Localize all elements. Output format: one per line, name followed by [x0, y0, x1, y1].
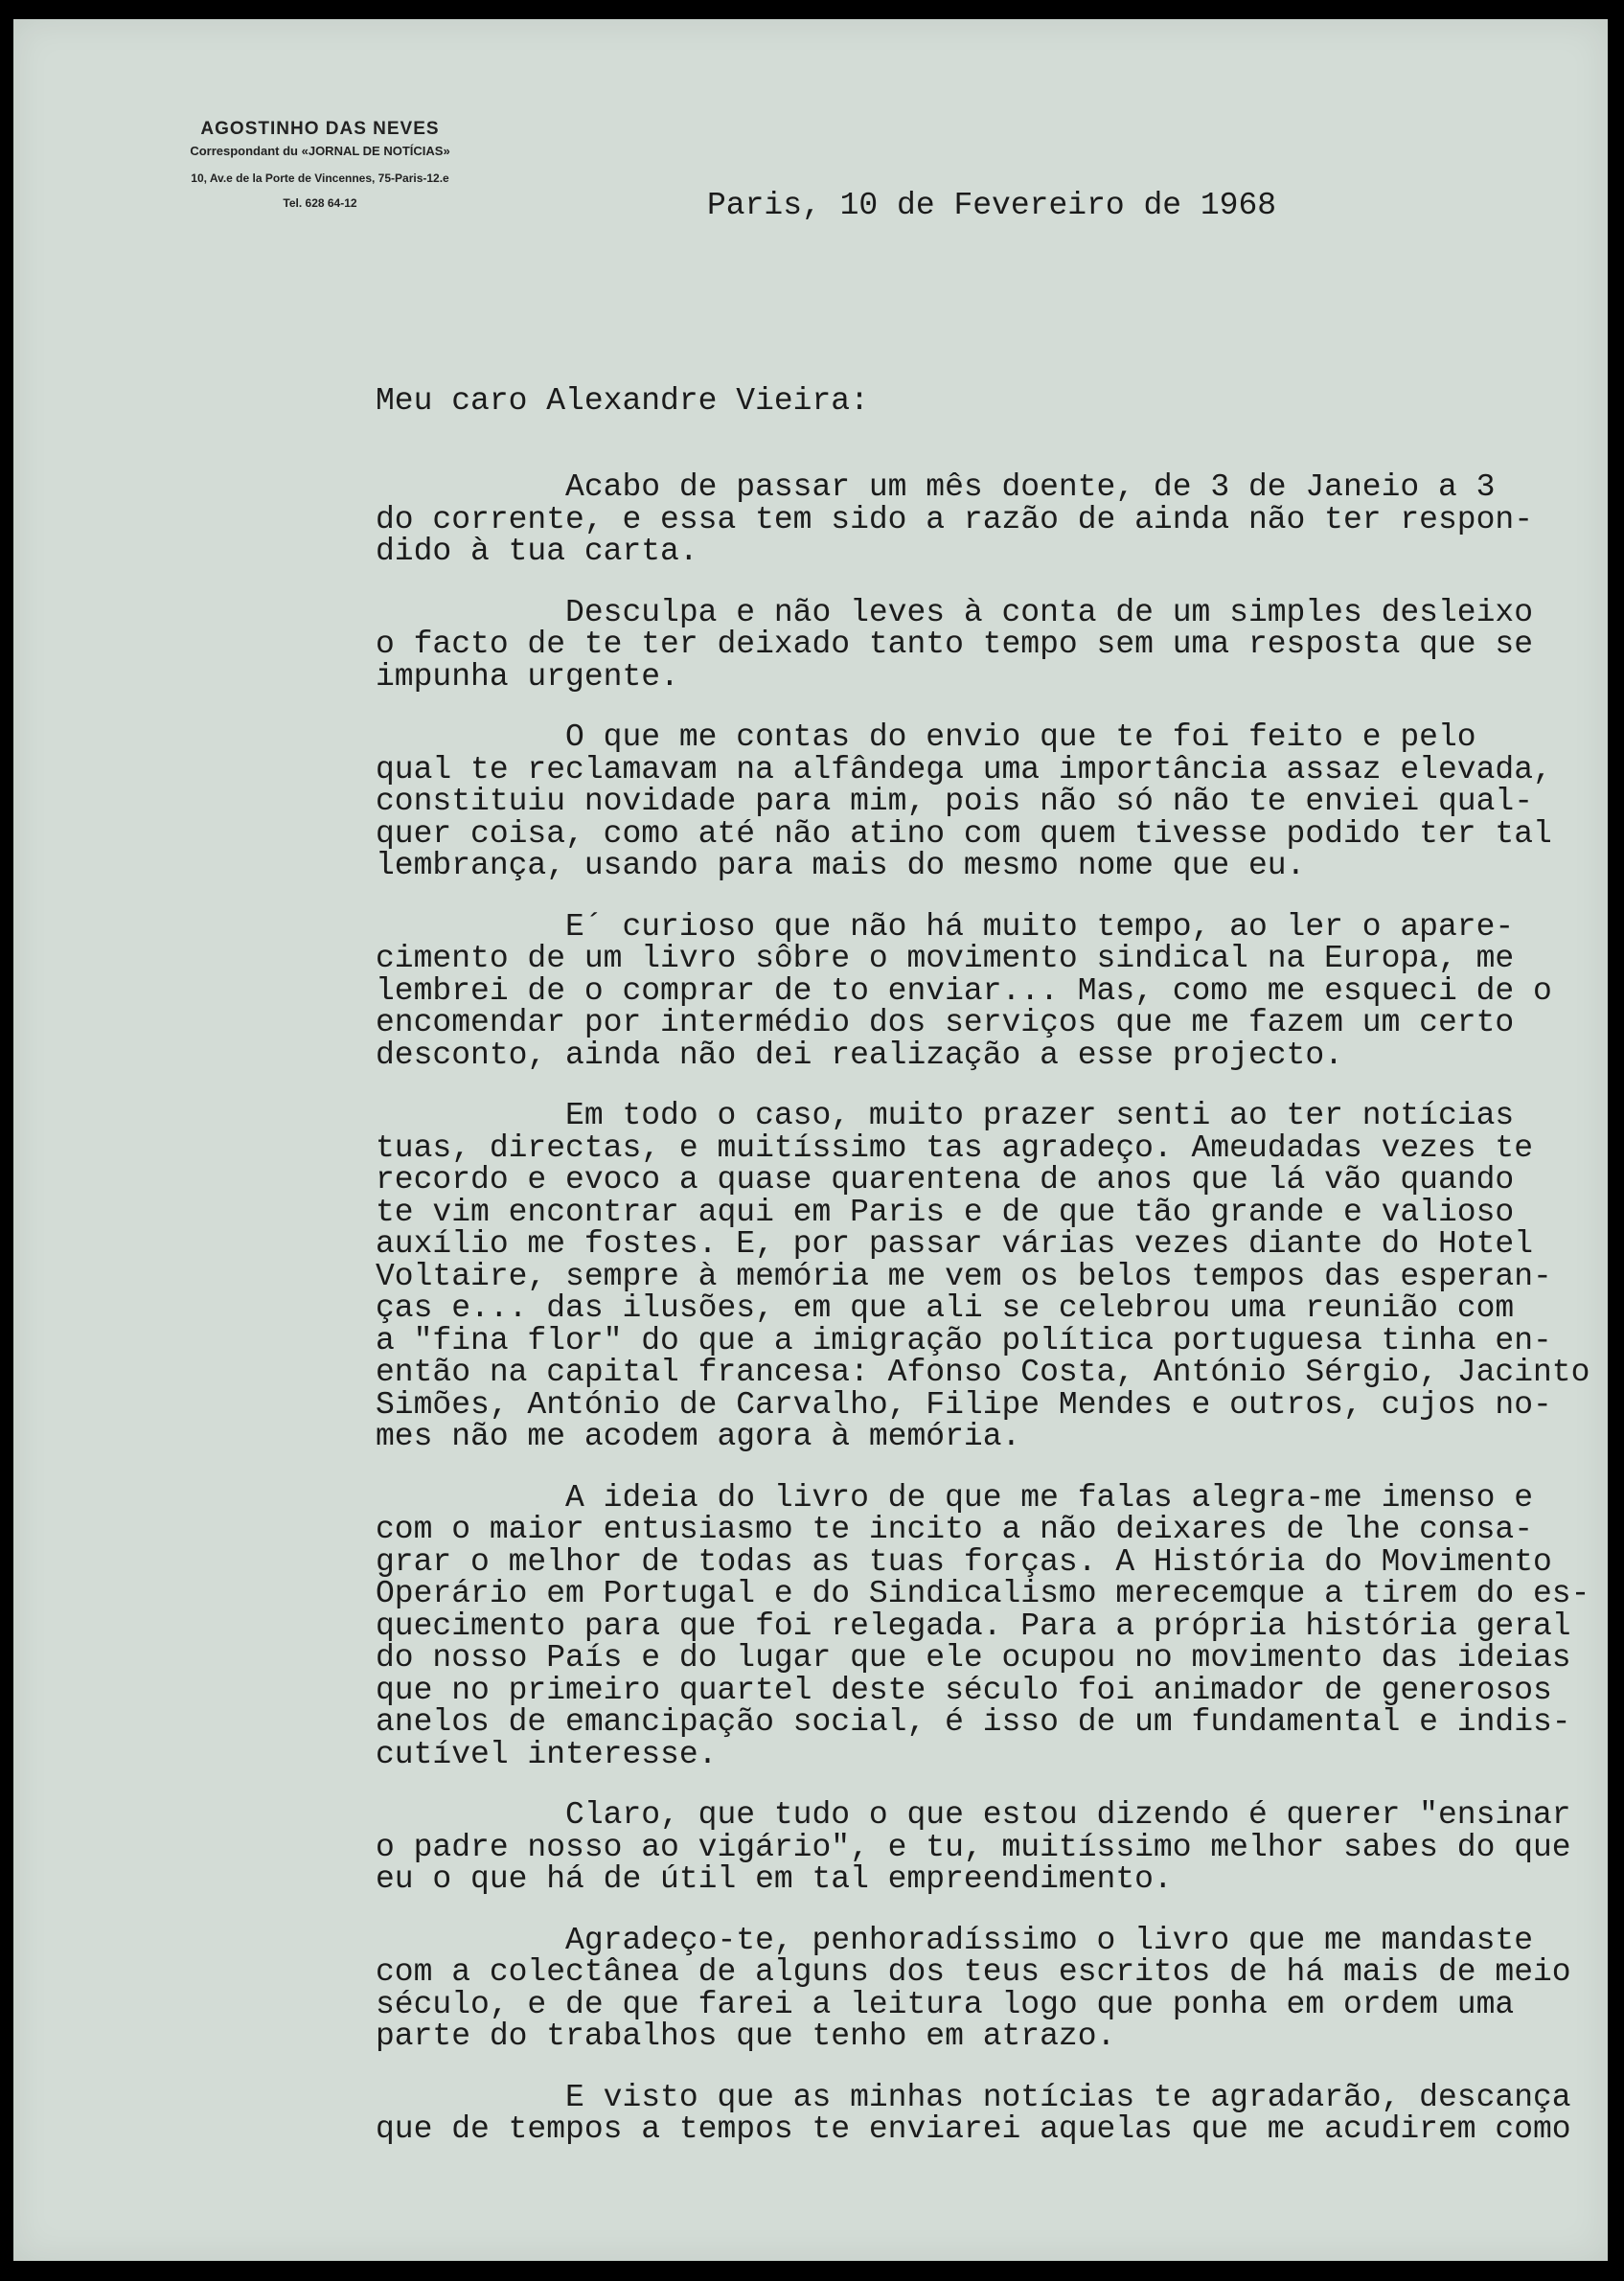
text-line: Voltaire, sempre à memória me vem os belos tempos das esperan- — [376, 1258, 1552, 1294]
text-line: com a colectânea de alguns dos teus escritos de há mais de meio — [376, 1954, 1571, 1990]
letter-body — [376, 471, 1602, 2146]
text-line: a "fina flor" do que a imigração política portuguesa tinha en- — [376, 1322, 1552, 1358]
text-line: auxílio me fostes. E, por passar várias vezes diante do Hotel — [376, 1226, 1533, 1262]
letterhead-address: 10, Av.e de la Porte de Vincennes, 75-Paris-12.e — [191, 171, 449, 185]
text-line: recordo e evoco a quase quarentena de anos que lá vão quando — [376, 1162, 1515, 1198]
text-line: com o maior entusiasmo te incito a não deixares de lhe consa- — [376, 1512, 1533, 1547]
text-line: eu o que há de útil em tal empreendimento. — [376, 1861, 1173, 1897]
text-line: dido à tua carta. — [376, 534, 698, 569]
text-line: A ideia do livro de que me falas alegra-me imenso e — [376, 1479, 1533, 1516]
letter-page — [13, 19, 1608, 2261]
paragraph — [376, 1799, 1602, 1896]
text-line: ças e... das ilusões, em que ali se celebrou uma reunião com — [376, 1290, 1515, 1326]
text-line: grar o melhor de todas as tuas forças. A História do Movimento — [376, 1543, 1552, 1580]
text-line: parte do trabalhos que tenho em atrazo. — [376, 2019, 1116, 2054]
text-line: Agradeço-te, penhoradíssimo o livro que me mandaste — [376, 1922, 1533, 1958]
paragraph — [376, 1479, 1602, 1772]
text-line: O que me contas do envio que te foi feito e pelo — [376, 719, 1476, 755]
text-line: mes não me acodem agora à memória. — [376, 1419, 1021, 1454]
text-line: o padre nosso ao vigário", e tu, muitíssimo melhor sabes do que — [376, 1829, 1571, 1865]
paragraph — [376, 594, 1602, 695]
letterhead-name: AGOSTINHO DAS NEVES — [200, 119, 440, 139]
text-line: desconto, ainda não dei realização a esse projecto. — [376, 1037, 1343, 1073]
paragraph-gap — [376, 1770, 1602, 1799]
text-line: Simões, António de Carvalho, Filipe Mendes e outros, cujos no- — [376, 1386, 1552, 1423]
text-line: século, e de que farei a leitura logo que ponha em ordem uma — [376, 1986, 1515, 2022]
text-line: do corrente, e essa tem sido a razão de ainda não ter respon- — [376, 501, 1533, 537]
text-line: E´ curioso que não há muito tempo, ao ler o apare- — [376, 908, 1515, 945]
text-line: cutível interesse. — [376, 1736, 718, 1772]
letterhead-phone: Tel. 628 64-12 — [283, 196, 357, 210]
text-line: quecimento para que foi relegada. Para a própria história geral — [376, 1608, 1571, 1644]
paragraph — [376, 1100, 1602, 1453]
text-line: que de tempos a tempos te enviarei aquelas que me acudirem como — [376, 2111, 1571, 2147]
paragraph-gap — [376, 693, 1602, 721]
text-line: Em todo o caso, muito prazer senti ao ter notícias — [376, 1098, 1515, 1133]
text-line: o facto de te ter deixado tanto tempo sem uma resposta que se — [376, 627, 1533, 662]
text-line: do nosso País e do lugar que ele ocupou no movimento das ideias — [376, 1640, 1571, 1676]
text-line: Acabo de passar um mês doente, de 3 de Janeio a 3 — [376, 469, 1496, 505]
paragraph — [376, 721, 1602, 882]
text-line: constituiu novidade para mim, pois não só não te enviei qual- — [376, 784, 1533, 819]
text-line: anelos de emancipação social, é isso de um fundamental e indis- — [376, 1704, 1571, 1740]
text-line: lembrança, usando para mais do mesmo nome que eu. — [376, 848, 1306, 883]
letterhead-role: Correspondant du «JORNAL DE NOTÍCIAS» — [190, 144, 450, 158]
paragraph-gap — [376, 1453, 1602, 1482]
text-line: cimento de um livro sôbre o movimento sindical na Europa, me — [376, 941, 1515, 976]
text-line: encomendar por intermédio dos serviços que me fazem um certo — [376, 1005, 1515, 1040]
paragraph — [376, 471, 1602, 568]
text-line: que no primeiro quartel deste século foi animador de generosos — [376, 1672, 1552, 1708]
salutation: Meu caro Alexandre Vieira: — [376, 383, 869, 419]
text-line: E visto que as minhas notícias te agradarão, descança — [376, 2079, 1571, 2115]
text-line: impunha urgente. — [376, 658, 679, 695]
text-line: te vim encontrar aqui em Paris e de que tão grande e valioso — [376, 1194, 1515, 1230]
text-line: tuas, directas, e muitíssimo tas agradeço. Ameudadas vezes te — [376, 1129, 1533, 1166]
text-line: Desculpa e não leves à conta de um simples desleixo — [376, 594, 1533, 630]
paragraph-gap — [376, 1896, 1602, 1925]
paragraph-gap — [376, 882, 1602, 911]
text-line: então na capital francesa: Afonso Costa, António Sérgio, Jacinto — [376, 1355, 1590, 1390]
paragraph-gap — [376, 568, 1602, 597]
paragraph-gap — [376, 2053, 1602, 2082]
paragraph — [376, 908, 1602, 1073]
paragraph-gap — [376, 1071, 1602, 1100]
text-line: Operário em Portugal e do Sindicalismo merecemque a tirem do es- — [376, 1576, 1590, 1611]
text-line: Claro, que tudo o que estou dizendo é querer "ensinar — [376, 1797, 1571, 1833]
letterhead — [119, 119, 521, 210]
date-line: Paris, 10 de Fevereiro de 1968 — [707, 188, 1277, 223]
text-line: qual te reclamavam na alfândega uma importância assaz elevada, — [376, 751, 1552, 787]
text-line: lembrei de o comprar de to enviar... Mas, como me esqueci de o — [376, 972, 1552, 1009]
paragraph — [376, 2079, 1602, 2147]
text-line: quer coisa, como até não atino com quem tivesse podido ter tal — [376, 815, 1552, 852]
paragraph — [376, 1922, 1602, 2054]
